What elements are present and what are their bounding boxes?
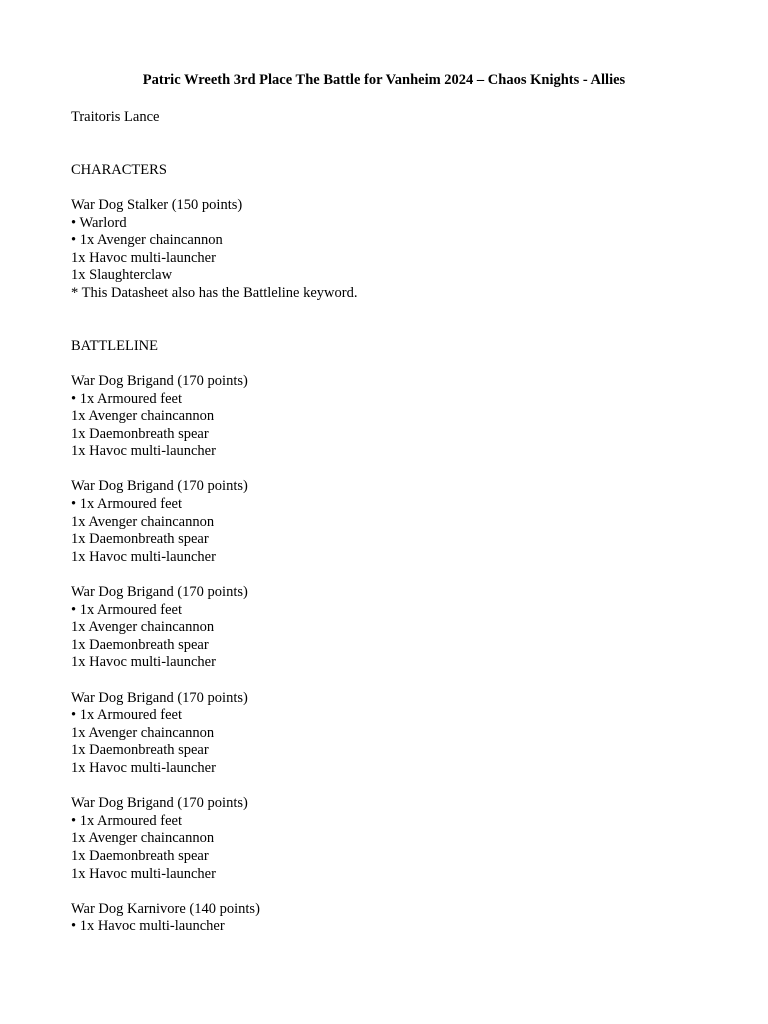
unit-line: 1x Daemonbreath spear [71,636,209,653]
unit-line: • 1x Armoured feet [71,812,182,829]
unit-name: War Dog Stalker (150 points) [71,196,243,213]
document-title: Patric Wreeth 3rd Place The Battle for Vanheim 2024 – Chaos Knights - Allies [142,72,626,88]
section-heading-battleline: BATTLELINE [71,337,158,354]
unit-entry [71,197,731,303]
unit-line: 1x Avenger chaincannon [71,408,215,425]
unit-entry [71,584,731,672]
unit-line: 1x Daemonbreath spear [71,847,209,864]
unit-line: 1x Daemonbreath spear [71,742,209,759]
unit-line: 1x Havoc multi-launcher [71,654,216,671]
unit-entry [71,478,731,566]
unit-line: 1x Avenger chaincannon [71,619,215,636]
unit-line: 1x Avenger chaincannon [71,513,215,530]
unit-line: • 1x Armoured feet [71,390,182,407]
unit-entry [71,373,731,461]
unit-line: 1x Havoc multi-launcher [71,548,216,565]
unit-line: 1x Havoc multi-launcher [71,865,216,882]
unit-entry [71,795,731,883]
unit-line: 1x Havoc multi-launcher [71,759,216,776]
unit-name: War Dog Brigand (170 points) [71,795,248,812]
unit-line: • 1x Armoured feet [71,496,182,513]
unit-line: 1x Daemonbreath spear [71,531,209,548]
unit-line: 1x Daemonbreath spear [71,425,209,442]
unit-line: 1x Avenger chaincannon [71,830,215,847]
unit-name: War Dog Brigand (170 points) [71,689,248,706]
unit-line: • 1x Havoc multi-launcher [71,918,225,935]
unit-line: 1x Slaughterclaw [71,267,173,284]
unit-line: • Warlord [71,214,127,231]
unit-line: • 1x Armoured feet [71,707,182,724]
unit-line: 1x Havoc multi-launcher [71,249,216,266]
unit-name: War Dog Brigand (170 points) [71,584,248,601]
unit-line: 1x Havoc multi-launcher [71,443,216,460]
unit-name: War Dog Brigand (170 points) [71,478,248,495]
detachment-name: Traitoris Lance [71,109,160,125]
unit-note: * This Datasheet also has the Battleline keyword. [71,284,358,301]
unit-entry [71,901,731,936]
unit-line: • 1x Armoured feet [71,601,182,618]
section-heading-characters: CHARACTERS [71,161,167,178]
unit-line: 1x Avenger chaincannon [71,724,215,741]
unit-line: • 1x Avenger chaincannon [71,232,223,249]
army-list [71,109,731,936]
unit-name: War Dog Brigand (170 points) [71,372,248,389]
unit-name: War Dog Karnivore (140 points) [71,900,260,917]
unit-entry [71,690,731,778]
